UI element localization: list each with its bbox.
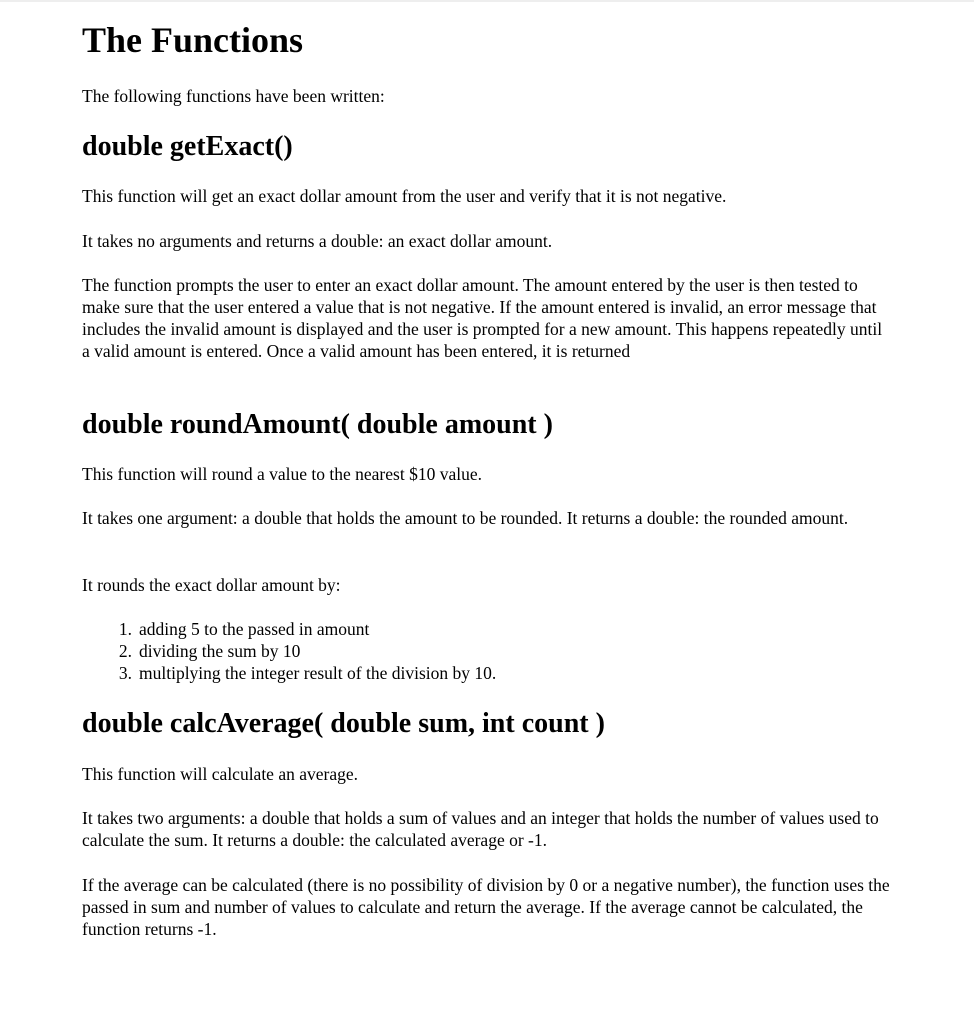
list-item-number: 3.: [118, 663, 132, 683]
list-item-text: adding 5 to the passed in amount: [139, 619, 370, 639]
rounding-steps-list: [110, 618, 496, 684]
list-item: [110, 640, 496, 662]
calcaverage-summary: This function will calculate an average.: [82, 764, 358, 784]
roundamount-summary: This function will round a value to the nearest $10 value.: [82, 464, 482, 484]
function-heading-roundamount: double roundAmount( double amount ): [82, 409, 553, 440]
roundamount-detail: It rounds the exact dollar amount by:: [82, 575, 341, 595]
list-item-text: multiplying the integer result of the division by 10.: [139, 663, 497, 683]
function-heading-calcaverage: double calcAverage( double sum, int count ): [82, 708, 605, 739]
getexact-detail: The function prompts the user to enter an exact dollar amount. The amount entered by the user is then tested to make sure that the user entered a value that is not negative. If the amount entered is invalid, an error message that includes the invalid amount is displayed and the user is prompted for a new amount. This happens repeatedly until a valid amount is entered. Once a valid amount has been entered, it is returned: [82, 275, 883, 361]
list-item: [110, 662, 496, 684]
function-heading-getexact: double getExact(): [82, 131, 293, 162]
calcaverage-detail: If the average can be calculated (there is no possibility of division by 0 or a negative number), the function uses the passed in sum and number of values to calculate and return the average. If the average cannot be calculated, the function returns -1.: [82, 875, 890, 939]
top-border: [0, 0, 974, 2]
roundamount-signature: It takes one argument: a double that holds the amount to be rounded. It returns a double: the rounded amount.: [82, 508, 849, 528]
page-title: The Functions: [82, 20, 304, 60]
list-item-number: 2.: [118, 641, 132, 661]
list-item: [110, 618, 496, 640]
list-item-number: 1.: [118, 619, 132, 639]
intro-text: The following functions have been written:: [82, 86, 385, 106]
getexact-signature: It takes no arguments and returns a double: an exact dollar amount.: [82, 231, 553, 251]
getexact-summary: This function will get an exact dollar amount from the user and verify that it is not negative.: [82, 186, 727, 206]
list-item-text: dividing the sum by 10: [139, 641, 301, 661]
calcaverage-signature: It takes two arguments: a double that holds a sum of values and an integer that holds the number of values used to calculate the sum. It returns a double: the calculated average or -1.: [82, 808, 879, 850]
